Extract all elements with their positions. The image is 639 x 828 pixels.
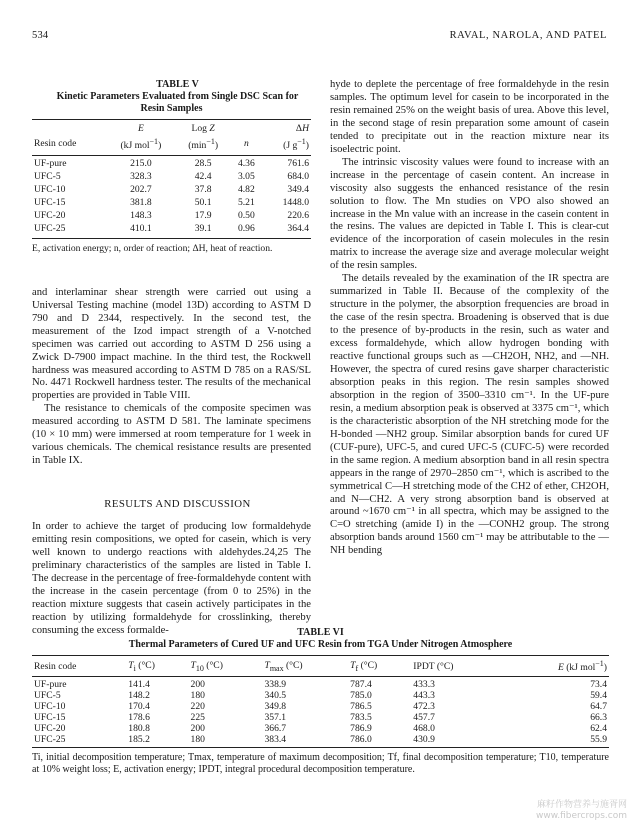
- table-cell: UFC-5: [34, 690, 61, 702]
- table-cell: 17.9: [194, 209, 212, 221]
- table-cell: 472.3: [413, 701, 435, 713]
- table-cell: 42.4: [194, 171, 212, 183]
- table-cell: 783.5: [350, 712, 372, 724]
- table-cell: 39.1: [194, 222, 212, 234]
- watermark-url: www.fibercrops.com: [536, 811, 627, 821]
- section-heading: RESULTS AND DISCUSSION: [104, 498, 251, 511]
- table-row: [32, 690, 609, 701]
- table6-block: [32, 627, 609, 776]
- table-cell: 220: [190, 701, 205, 713]
- table-cell: UF-pure: [34, 679, 67, 691]
- table-cell: 381.8: [130, 196, 152, 208]
- table-cell: 200: [190, 723, 205, 735]
- table-cell: 215.0: [130, 158, 152, 170]
- table-cell: 59.4: [590, 690, 607, 702]
- table-row: [32, 210, 311, 223]
- table-cell: 410.1: [130, 222, 152, 234]
- table6-caption: Thermal Parameters of Cured UF and UFC Resin from TGA Under Nitrogen Atmosphere: [128, 639, 513, 650]
- table-cell: 785.0: [350, 690, 372, 702]
- table-cell: UFC-10: [34, 701, 66, 713]
- table-cell: UFC-15: [34, 196, 66, 208]
- page-number: 534: [32, 30, 49, 41]
- table-cell: 383.4: [264, 734, 287, 746]
- table-cell: UFC-20: [34, 723, 66, 735]
- table-row: [32, 184, 311, 197]
- table-row: [32, 223, 311, 238]
- table-cell: 4.36: [237, 158, 255, 170]
- table-cell: 787.4: [350, 679, 372, 691]
- table5: E Log Z ΔH Resin code (kJ mol$^{-1}$) $(\min^{-1})$ n (J $g^{-1}$) UF-pure 215.0 28.5 4.36 761.6 UFC-5 328.3 42.4 3.05 684.0 UFC-10 202.7 37.8 4.82 349.4 UFC-15 381.8 50.1 5.21 1448.0 UFC-20 148.3 17.9 0.50 220.6 UFC-25 410.1 39.1 0.96 364.4: [32, 119, 311, 239]
- table-cell: 202.7: [130, 184, 152, 195]
- table-cell: 178.6: [128, 712, 150, 724]
- table-cell: UFC-15: [34, 712, 66, 724]
- table-row: [32, 677, 609, 691]
- table-row: [32, 701, 609, 712]
- table-row: [32, 734, 609, 748]
- table-cell: 4.82: [237, 184, 255, 195]
- table-cell: 457.7: [413, 712, 435, 724]
- watermark-line: 麻籽作物营养与施胥网: [536, 800, 627, 810]
- table-cell: UFC-20: [34, 209, 66, 221]
- table-cell: 148.3: [130, 209, 152, 221]
- table-row: [32, 156, 311, 171]
- table6: Resin code $T_i$ (°C) $T_{10}$ (°C) $T_{max}$ (°C) $T_f$ (°C) IPDT (°C) E (kJ mol$^{-1}$) UF-pure 141.4 200 338.9 787.4 433.3 73.4 UFC-5 148.2 180 340.5 785.0 443.3 59.4 UFC-10 170.4 220 349.8 786.5 472.3 64.7 UFC-15 178.6 225 357.1 783.5 457.7 66.3 UFC-20 180.8 200 366.7 786.9 468.0 62.4 UFC-25 185.2 180 383.4 786.0 430.9 55.9: [32, 655, 609, 748]
- table-cell: 443.3: [413, 690, 435, 702]
- table-cell: 220.6: [287, 209, 309, 221]
- table-cell: 468.0: [413, 723, 435, 735]
- table-cell: 340.5: [264, 690, 287, 702]
- table6-footnote: Ti, initial decomposition temperature; Tmax, temperature of maximum decomposition; Tf, final decomposition temperature; T10, temperature at 10% weight loss; E, activation energy; IPDT, integral procedural decomposition temperature.: [32, 752, 609, 776]
- table5-title: TABLE V: [156, 79, 199, 90]
- table-cell: 5.21: [237, 196, 255, 208]
- table-cell: 338.9: [264, 679, 287, 691]
- table-cell: 364.4: [287, 222, 309, 234]
- table-cell: 349.8: [264, 701, 287, 713]
- table-cell: 28.5: [194, 158, 212, 170]
- table-cell: 786.9: [350, 723, 372, 735]
- table-cell: 185.2: [128, 734, 150, 746]
- table-cell: 225: [190, 712, 205, 724]
- table5-caption: Kinetic Parameters Evaluated from Single DSC Scan for Resin Samples: [56, 91, 299, 114]
- table-cell: 66.3: [590, 712, 607, 724]
- table-cell: 37.8: [194, 184, 212, 195]
- results-paragraph: In order to achieve the target of producing low formaldehyde emitting resin compositions, we opted for casein, which is very well known to undergo reactions with aldehydes.24,25 The preliminary characteristics of the samples are listed in Table I. The decrease in the percentage of free-formaldehyde content with the increase in the casein percentage (from 0 to 25%) in the reaction mixture suggests that casein actively participates in the reaction by utilizing formaldehyde for crosslinking, thereby consuming the excess formalde-: [32, 521, 311, 636]
- table-row: [32, 197, 311, 210]
- table-cell: 761.6: [287, 158, 309, 170]
- table-row: [32, 171, 311, 184]
- running-title: RAVAL, NAROLA, AND PATEL: [449, 30, 607, 41]
- table-cell: 786.0: [350, 734, 372, 746]
- table-cell: 684.0: [287, 171, 309, 183]
- table-cell: 786.5: [350, 701, 372, 713]
- watermark: [536, 800, 627, 822]
- table-cell: 180.8: [128, 723, 150, 735]
- right-paragraph: The details revealed by the examination of the IR spectra are summarized in Table II. Because of the complexity of the structure in the polymer, the absorption frequencies are broad in the case of the resin spectra. Broadening is observed that is due to the presence of by-products in the resin, such as water and excess formaldehyde, which allow hydrogen bonding with reactive functional groups such as —CH2OH, NH2, and —NH. However, the spectra of cured resins gave sharper characteristic absorption peaks in this region. The resin samples showed absorption in the region of 3500–3310 cm⁻¹. In the UF-pure resin, a medium absorption peak is observed at 3375 cm⁻¹, which is the characteristic absorption of the NH stretching mode for the H-bonded —NH2 group. Similar absorption bands for cured UF (CUF-pure), UFC-5, and cured UFC-5 (CUFC-5) were recorded in the same region. A medium absorption band in all resin spectra appears in the range of 2970–2850 cm⁻¹, which is ascribed to the symmetrical C—H stretching mode of the CH2 of ether, CH2OH, and N—CH2. A very strong absorption band is observed at around ~1670 cm⁻¹ in all spectra, which may be assigned to the C=O stretching (amide I) in the —CONH2 group. The strong absorption bands around 1560 cm⁻¹ may be attributable to the —NH bending: [330, 273, 609, 557]
- table-cell: 170.4: [128, 701, 150, 713]
- table-cell: UFC-25: [34, 222, 66, 234]
- table-cell: 0.50: [237, 209, 255, 221]
- table-cell: 357.1: [264, 712, 287, 724]
- table-cell: UFC-10: [34, 184, 66, 195]
- table-cell: 366.7: [264, 723, 287, 735]
- table-cell: 50.1: [194, 196, 212, 208]
- table-cell: 1448.0: [282, 196, 309, 208]
- table-row: [32, 723, 609, 734]
- table-cell: 64.7: [590, 701, 607, 713]
- table-cell: 433.3: [413, 679, 435, 691]
- table-cell: 55.9: [590, 734, 607, 746]
- table-cell: 349.4: [287, 184, 309, 195]
- left-column: [32, 79, 311, 638]
- table-cell: 180: [190, 734, 205, 746]
- table-cell: 73.4: [590, 679, 607, 691]
- table5-header-resin-code: Resin code: [34, 138, 77, 150]
- table-row: [32, 712, 609, 723]
- table-cell: 3.05: [237, 171, 255, 183]
- table-cell: UFC-25: [34, 734, 66, 746]
- left-paragraph: The resistance to chemicals of the composite specimen was measured according to ASTM D 581. The laminate specimens (10 × 10 mm) were immersed at room temperature for 1 week in various chemicals. The chemical resistance results are presented in Table IX.: [32, 403, 311, 467]
- table6-header: Resin code: [34, 660, 77, 672]
- table-cell: 0.96: [237, 222, 255, 234]
- table-cell: 141.4: [128, 679, 150, 691]
- left-paragraph: and interlaminar shear strength were carried out using a Universal Testing machine (model 13D) according to ASTM D 790 and D 2344, respectively. In the second test, the measurement of the Izod impact strength of a V-notched specimen was carried out according to ASTM D 256 using a Zwick D-7900 impact machine. In the third test, the Rockwell hardness was measured according to ASTM D 785 on a RAS/SL No. 4471 Rockwell hardness tester. The results of the mechanical properties are provided in Table VIII.: [32, 286, 311, 402]
- table-cell: UFC-5: [34, 171, 61, 183]
- right-column: [330, 79, 609, 558]
- table-cell: 430.9: [413, 734, 435, 746]
- table-cell: UF-pure: [34, 158, 67, 170]
- table-cell: 200: [190, 679, 205, 691]
- table-cell: 148.2: [128, 690, 150, 702]
- table5-footnote: E, activation energy; n, order of reaction; ΔH, heat of reaction.: [32, 242, 273, 254]
- table-cell: 328.3: [130, 171, 152, 183]
- right-paragraph: hyde to deplete the percentage of free formaldehyde in the resin samples. The optimum level for casein to be incorporated in the resin remained 25% on the weight basis of urea. Above this level, in the second stage of resin preparation some amount of casein tended to precipitate out in the reaction mixture near its isoelectric point.: [330, 79, 609, 155]
- table-cell: 180: [190, 690, 205, 702]
- table6-title: TABLE VI: [297, 627, 344, 638]
- right-paragraph: The intrinsic viscosity values were found to increase with an increase in the percentage of casein content. An increase in viscosity also suggests the enhanced resistance of the resin solution to flow. The Mn studies on VPO also showed an increase in the Mn value with an increase in the casein content in the resins. The values are depicted in Table I. This is clear-cut evidence of the incorporation of casein molecules in the resin matrix to increase the average size and average molecular weight of the resin samples.: [330, 156, 609, 272]
- table-cell: 62.4: [590, 723, 607, 735]
